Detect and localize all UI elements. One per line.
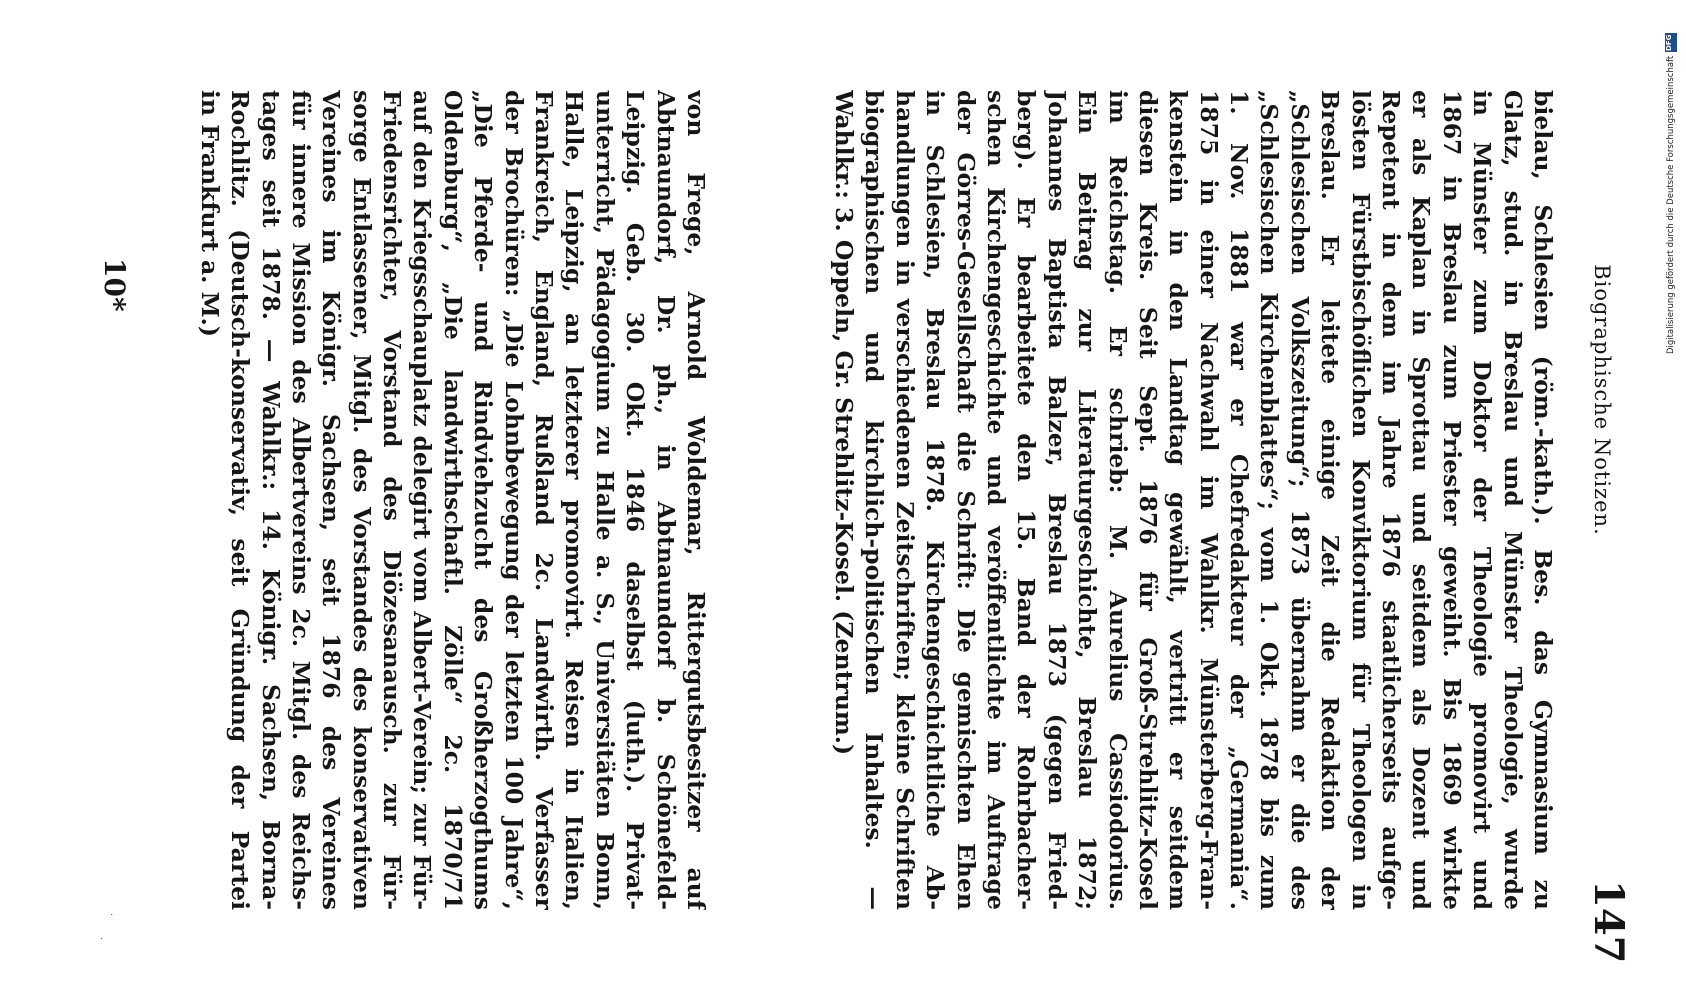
text-line: auf den Kriegsschauplatz delegirt vom Albert-Verein; zur Für- — [408, 90, 437, 910]
scan-speck: · — [105, 913, 116, 917]
text-line: Vereines im Königr. Sachsen, seit 1876 des Vereines — [317, 90, 346, 910]
dfg-logo: DFG — [1665, 33, 1677, 51]
text-line: von Frege, Arnold Woldemar, Rittergutsbesitzer auf — [682, 90, 710, 910]
text-line: unterricht, Pädagogium zu Halle a. S., Universitäten Bonn, — [590, 90, 619, 910]
text-line: „Schlesischen Kirchenblattes“; vom 1. Okt. 1878 bis zum — [1255, 90, 1284, 910]
text-line: Ein Beitrag zur Literaturgeschichte, Breslau 1872; — [1073, 90, 1102, 910]
text-line: in Münster zum Doktor der Theologie promovirt und — [1468, 90, 1497, 910]
text-line: Leipzig. Geb. 30. Okt. 1846 daselbst (luth.). Privat- — [621, 90, 650, 910]
text-line: Halle, Leipzig, an letzterer promovirt. Reisen in Italien, — [560, 90, 589, 910]
text-line: 1. Nov. 1881 war er Chefredakteur der „Germania“. — [1225, 90, 1254, 910]
text-line: „Die Pferde- und Rindviehzucht des Großherzogthums — [469, 90, 498, 910]
text-line: biographischen und kirchlich-politischen Inhaltes. — — [860, 90, 889, 910]
text-line: bielau, Schlesien (röm.-kath.). Bes. das Gymnasium zu — [1529, 90, 1557, 910]
text-line: sorge Entlassener, Mitgl. des Vorstandes des konservativen — [347, 90, 376, 910]
text-line: Wahlkr.: 3. Oppeln, Gr. Strehlitz-Kosel. (Zentrum.) — [830, 90, 859, 756]
text-line: 1867 in Breslau zum Priester geweiht. Bis 1869 wirkte — [1437, 90, 1466, 910]
text-line: Breslau. Er leitete einige Zeit die Redaktion der — [1316, 90, 1345, 910]
text-line: kenstein in den Landtag gewählt, vertritt er seitdem — [1164, 90, 1193, 910]
scan-speck: · — [95, 937, 106, 941]
running-header: Biographische Notizen. — [1590, 264, 1614, 536]
text-line: schen Kirchengeschichte und veröffentlichte im Auftrage — [981, 90, 1010, 910]
biography-column-1 — [829, 90, 1558, 910]
page-number: 147 — [1585, 880, 1632, 964]
text-line: Friedensrichter, Vorstand des Diözesanausch. zur Für- — [378, 90, 407, 910]
text-line: handlungen in verschiedenen Zeitschriften; kleine Schriften — [890, 90, 919, 910]
text-line: der Brochüren: „Die Lohnbewegung der letzten 100 Jahre“, — [499, 90, 528, 910]
text-line: Repetent in dem im Jahre 1876 staatlicherseits aufge- — [1377, 90, 1406, 910]
text-line: 1875 in einer Nachwahl im Wahlkr. Münsterberg-Fran- — [1194, 90, 1223, 910]
text-line: Abtnaundorf, Dr. ph., in Abtnaundorf b. Schönefeld- — [651, 90, 680, 910]
text-line: Glatz, stud. in Breslau und Münster Theologie, wurde — [1498, 90, 1527, 910]
biography-column-2 — [194, 90, 711, 910]
credit-text: Digitalisierung gefördert durch die Deutsche Forschungsgemeinschaft — [1666, 55, 1676, 354]
text-line: Oldenburg“, „Die landwirthschaftl. Zölle“ 2c. 1870/71 — [438, 90, 467, 910]
text-line: in Frankfurt a. M.) — [195, 90, 224, 337]
text-line: „Schlesischen Volkszeitung“; 1873 übernahm er die des — [1285, 90, 1314, 910]
text-line: der Görres-Gesellschaft die Schrift: Die gemischten Ehen — [951, 90, 980, 910]
text-line: Rochlitz. (Deutsch-konservativ, seit Gründung der Partei — [226, 90, 255, 910]
sheet-signature: 10* — [98, 258, 131, 312]
text-line: diesen Kreis. Seit Sept. 1876 für Groß-Strehlitz-Kosel — [1133, 90, 1162, 910]
text-line: lösten Fürstbischöflichen Konviktorium für Theologen in — [1346, 90, 1375, 910]
text-line: in Schlesien, Breslau 1878. Kirchengeschichtliche Ab- — [921, 90, 950, 910]
text-line: im Reichstag. Er schrieb: M. Aurelius Cassiodorius. — [1103, 90, 1132, 910]
text-line: Johannes Baptista Balzer, Breslau 1873 (gegen Fried- — [1042, 90, 1071, 910]
text-line: berg). Er bearbeitete den 15. Band der Rohrbacher- — [1012, 90, 1041, 910]
digitization-credit — [1662, 2, 1680, 354]
text-line: tages seit 1878. — Wahlkr.: 14. Königr. Sachsen, Borna- — [256, 90, 285, 910]
text-line: er als Kaplan in Sprottau und seitdem als Dozent und — [1407, 90, 1436, 910]
text-line: für innere Mission des Albertvereins 2c. Mitgl. des Reichs- — [286, 90, 315, 910]
text-line: Frankreich, England, Rußland 2c. Landwirth. Verfasser — [530, 90, 559, 910]
